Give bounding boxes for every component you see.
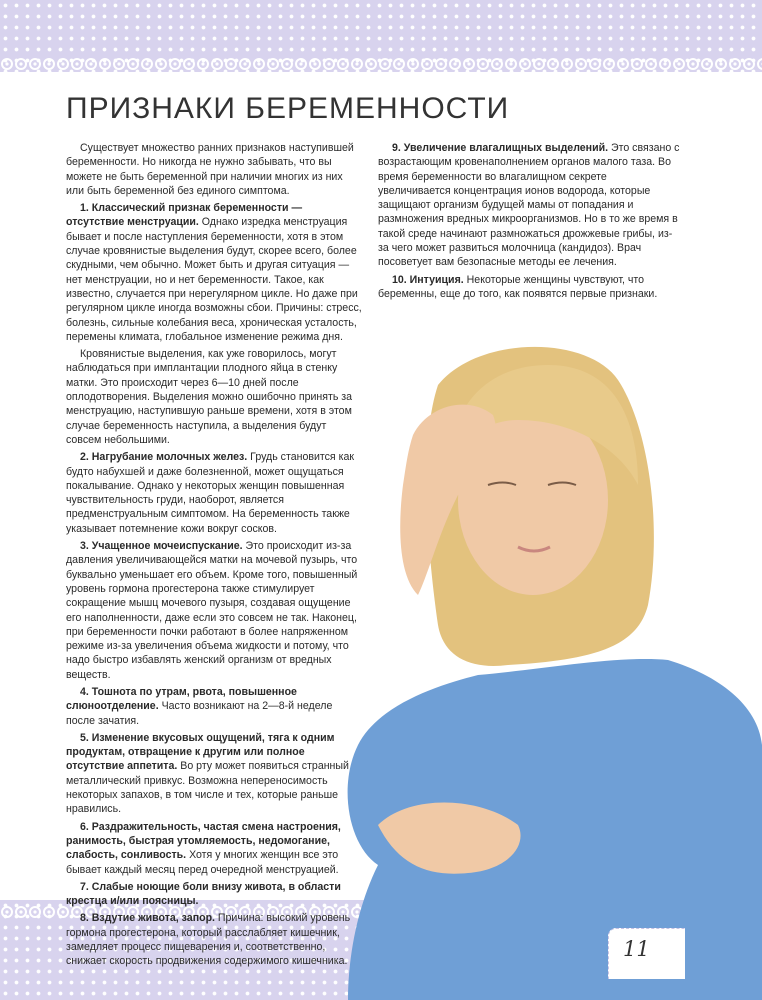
left-text-column [66, 141, 362, 972]
page-title: ПРИЗНАКИ БЕРЕМЕННОСТИ [66, 92, 510, 125]
page-number: 11 [623, 937, 650, 961]
sign-1: 1. Классический признак беременности — отсутствие менструации. Однако изредка менструация бывает и после наступления беременности, хотя в этом случае кровянистые выделения будут, скорее всего, более скудными, чем обычно. Может быть и другая ситуация — нет менструации, но и нет беременности. Такое, как известно, случается при нерегулярном цикле. Но даже при регулярном цикле иногда возможны сбои. Причины: стресс, болезнь, сильные колебания веса, хроническая усталость, перемены климата, глобальное изменение режима дня. [66, 202, 362, 343]
sign-3: 3. Учащенное мочеиспускание. Это происходит из-за давления увеличивающейся матки на мочевой пузырь, что буквально уменьшает его объем. Кроме того, повышенный уровень гормона прогестерона также стимулирует сокращение мышц мочевого пузыря, создавая ощущение его наполненности, даже если это совсем не так. Наконец, при беременности почки работают в более напряженном режиме из-за увеличения объема жидкости и потому, что надо быстро избавлять женский организм от вредных веществ. [66, 540, 358, 681]
sign-4: 4. Тошнота по утрам, рвота, повышенное слюноотделение. Часто возникают на 2—8-й неделе после зачатия. [66, 685, 333, 727]
sign-5: 5. Изменение вкусовых ощущений, тяга к одним продуктам, отвращение к другим или полное отсутствие аппетита. Во рту может появиться странный металлический привкус. Возможна непереносимость некоторых запахов, в том числе и тех, которые раньше нравились. [66, 731, 349, 816]
sign-8: 8. Вздутие живота, запор. Причина: высокий уровень гормона прогестерона, который расслабляет кишечник, замедляет процесс пищеварения и, соответственно, снижает скорость продвижения содержимого кишечника. [66, 912, 351, 968]
intro-paragraph: Существует множество ранних признаков наступившей беременности. Но никогда не нужно забывать, что вы можете не быть беременной при наличии многих из них или быть беременной без единого симптома. [66, 142, 354, 197]
right-text-column [378, 141, 682, 304]
sign-2: 2. Нагрубание молочных желез. Грудь становится как будто набухшей и даже болезненной, может ощущаться покалывание. Однако у некоторых женщин повышенная чувствительность груди, наоборот, является предменструальным симптомом. На беременность также указывает потемнение кожи вокруг сосков. [66, 451, 354, 535]
sign-10: 10. Интуиция. Некоторые женщины чувствуют, что беременны, еще до того, как появятся первые признаки. [378, 273, 658, 300]
sign-9: 9. Увеличение влагалищных выделений. Это связано с возрастающим кровенаполнением органов малого таза. Во время беременности во влагалищном секрете увеличивается концентрация ионов водорода, которые защищают организм будущей мамы от попадания и размножения вредных микроорганизмов. Но в то же время в такой среде начинают размножаться дрожжевые грибы, из-за чего может развиться молочница (кандидоз). Врач посоветует вам безопасные методы ее лечения. [378, 142, 680, 269]
woman-photo-illustration [318, 325, 762, 1000]
sign-7: 7. Слабые ноющие боли внизу живота, в области крестца и/или поясницы. [66, 880, 341, 908]
page-number-tab [608, 928, 685, 979]
sign-6: 6. Раздражительность, частая смена настроения, ранимость, быстрая утомляемость, недомогание, слабость, сонливость. Хотя у многих женщин все это бывает каждый месяц перед очередной менструацией. [66, 820, 341, 876]
lace-ribbon-top [0, 56, 762, 72]
sign-1-continued: Кровянистые выделения, как уже говорилось, могут наблюдаться при имплантации плодного яйца в стенку матки. Это происходит через 6—10 дней после оплодотворения. Выделения можно ошибочно принять за менструацию, наступившую раньше времени, хотя в этом случае беременность наступила, а выделения будут совсем небольшими. [66, 348, 353, 446]
